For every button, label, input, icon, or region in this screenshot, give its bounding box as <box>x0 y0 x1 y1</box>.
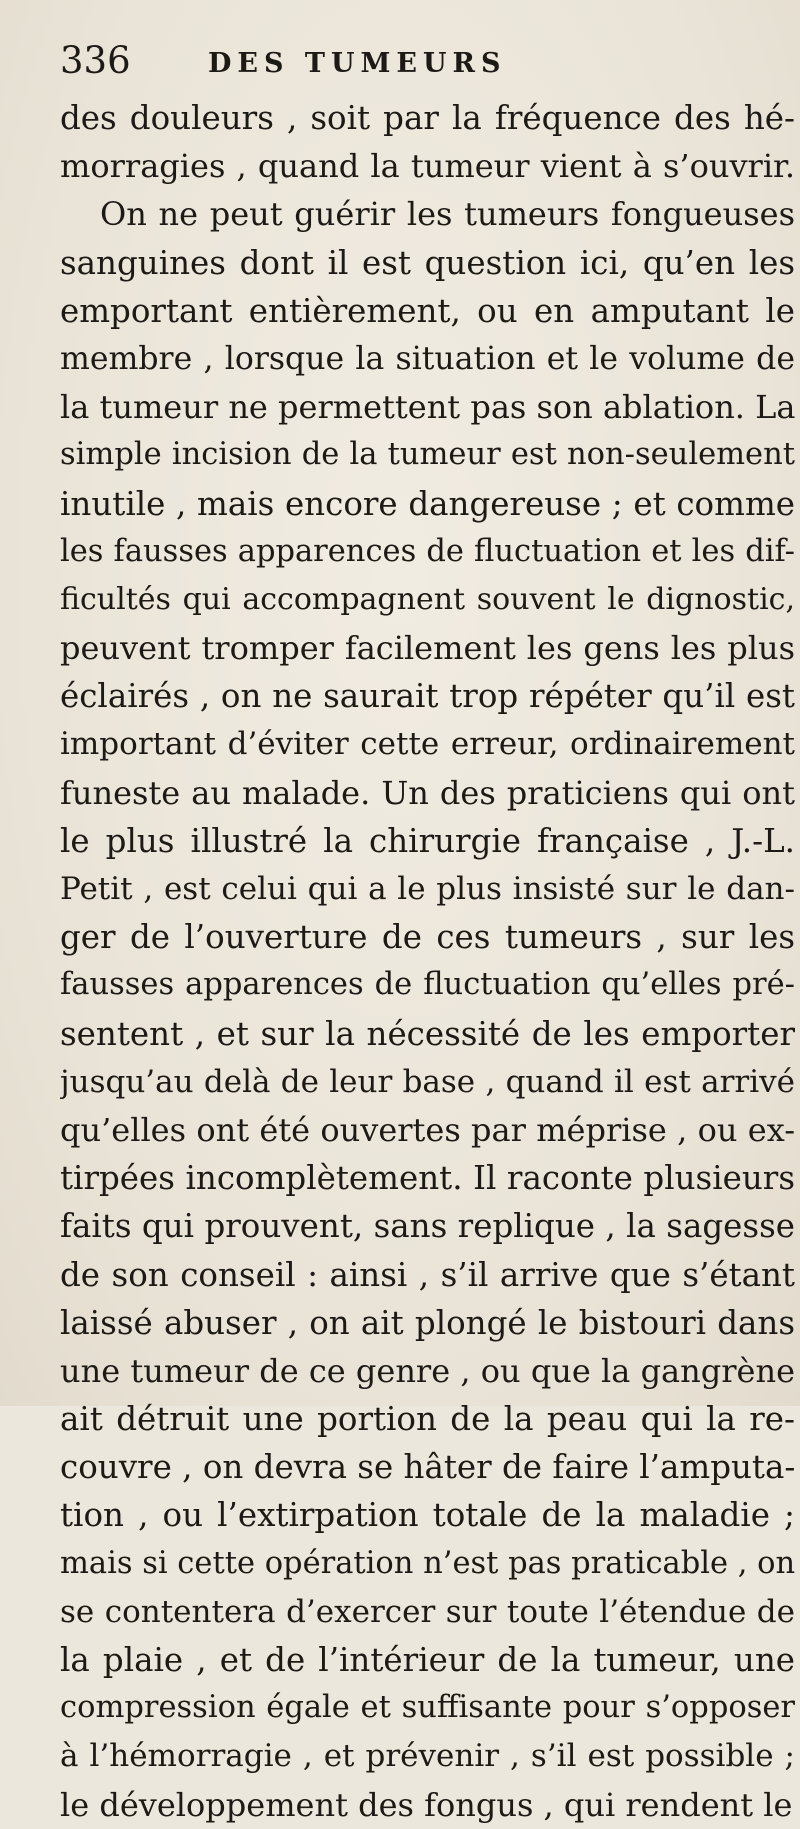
text-line: tion , ou l’extirpation totale de la maladie ; <box>60 1496 795 1535</box>
text-line: sanguines dont il est question ici, qu’en les <box>60 243 795 282</box>
text-line: emportant entièrement, ou en amputant le <box>60 291 795 330</box>
text-line: jusqu’au delà de leur base , quand il est arrivé <box>60 1063 795 1100</box>
text-line: ger de l’ouverture de ces tumeurs , sur les <box>60 918 795 957</box>
text-line: faits qui prouvent, sans replique , la sagesse <box>60 1207 795 1246</box>
text-line: On ne peut guérir les tumeurs fongueuses <box>100 195 795 234</box>
text-line: qu’elles ont été ouvertes par méprise , ou ex- <box>60 1110 795 1149</box>
text-line: à l’hémorragie , et prévenir , s’il est possible ; <box>60 1738 795 1775</box>
text-line: membre , lorsque la situation et le volume de <box>60 340 795 377</box>
text-line: éclairés , on ne saurait trop répéter qu’il est <box>60 677 795 716</box>
text-line: couvre , on devra se hâter de faire l’amputa- <box>60 1448 795 1487</box>
text-line: le développement des fongus , qui rendent le <box>60 1785 793 1824</box>
text-line: les fausses apparences de fluctuation et les dif- <box>60 533 795 569</box>
text-line: la tumeur ne permettent pas son ablation. La <box>60 388 795 427</box>
text-line: funeste au malade. Un des praticiens qui ont <box>60 773 795 812</box>
text-line: ficultés qui accompagnent souvent le dignostic, <box>60 581 795 617</box>
text-line: Petit , est celui qui a le plus insisté sur le dan- <box>60 871 795 907</box>
text-line: la plaie , et de l’intérieur de la tumeur, une <box>60 1641 795 1679</box>
text-line: compression égale et suffisante pour s’opposer <box>60 1690 795 1726</box>
text-line: sentent , et sur la nécessité de les emporter <box>60 1014 795 1053</box>
text-line: morragies , quand la tumeur vient à s’ouvrir. <box>60 147 795 186</box>
text-line: laissé abuser , on ait plongé le bistouri dans <box>60 1303 795 1342</box>
text-line: une tumeur de ce genre , ou que la gangrène <box>60 1351 795 1390</box>
body-text <box>60 94 795 1829</box>
text-line: important d’éviter cette erreur, ordinairement <box>60 726 795 763</box>
text-line: ait détruit une portion de la peau qui la re- <box>60 1400 795 1439</box>
text-line: simple incision de la tumeur est non-seulement <box>60 437 795 473</box>
text-line: peuvent tromper facilement les gens les plus <box>60 629 795 668</box>
text-line: fausses apparences de fluctuation qu’elles pré- <box>60 967 795 1003</box>
text-line: mais si cette opération n’est pas praticable , on <box>60 1545 795 1581</box>
text-line: de son conseil : ainsi , s’il arrive que s’étant <box>60 1255 795 1294</box>
page-number: 336 <box>60 39 131 82</box>
text-line: le plus illustré la chirurgie française , J.-L. <box>60 821 795 860</box>
text-line: tirpées incomplètement. Il raconte plusieurs <box>60 1159 795 1198</box>
running-head-title: DES TUMEURS <box>208 48 507 79</box>
text-line: inutile , mais encore dangereuse ; et comme <box>60 484 795 523</box>
running-head <box>60 36 780 86</box>
text-line: des douleurs , soit par la fréquence des hé- <box>60 99 795 137</box>
text-line: se contentera d’exercer sur toute l’étendue de <box>60 1593 795 1630</box>
